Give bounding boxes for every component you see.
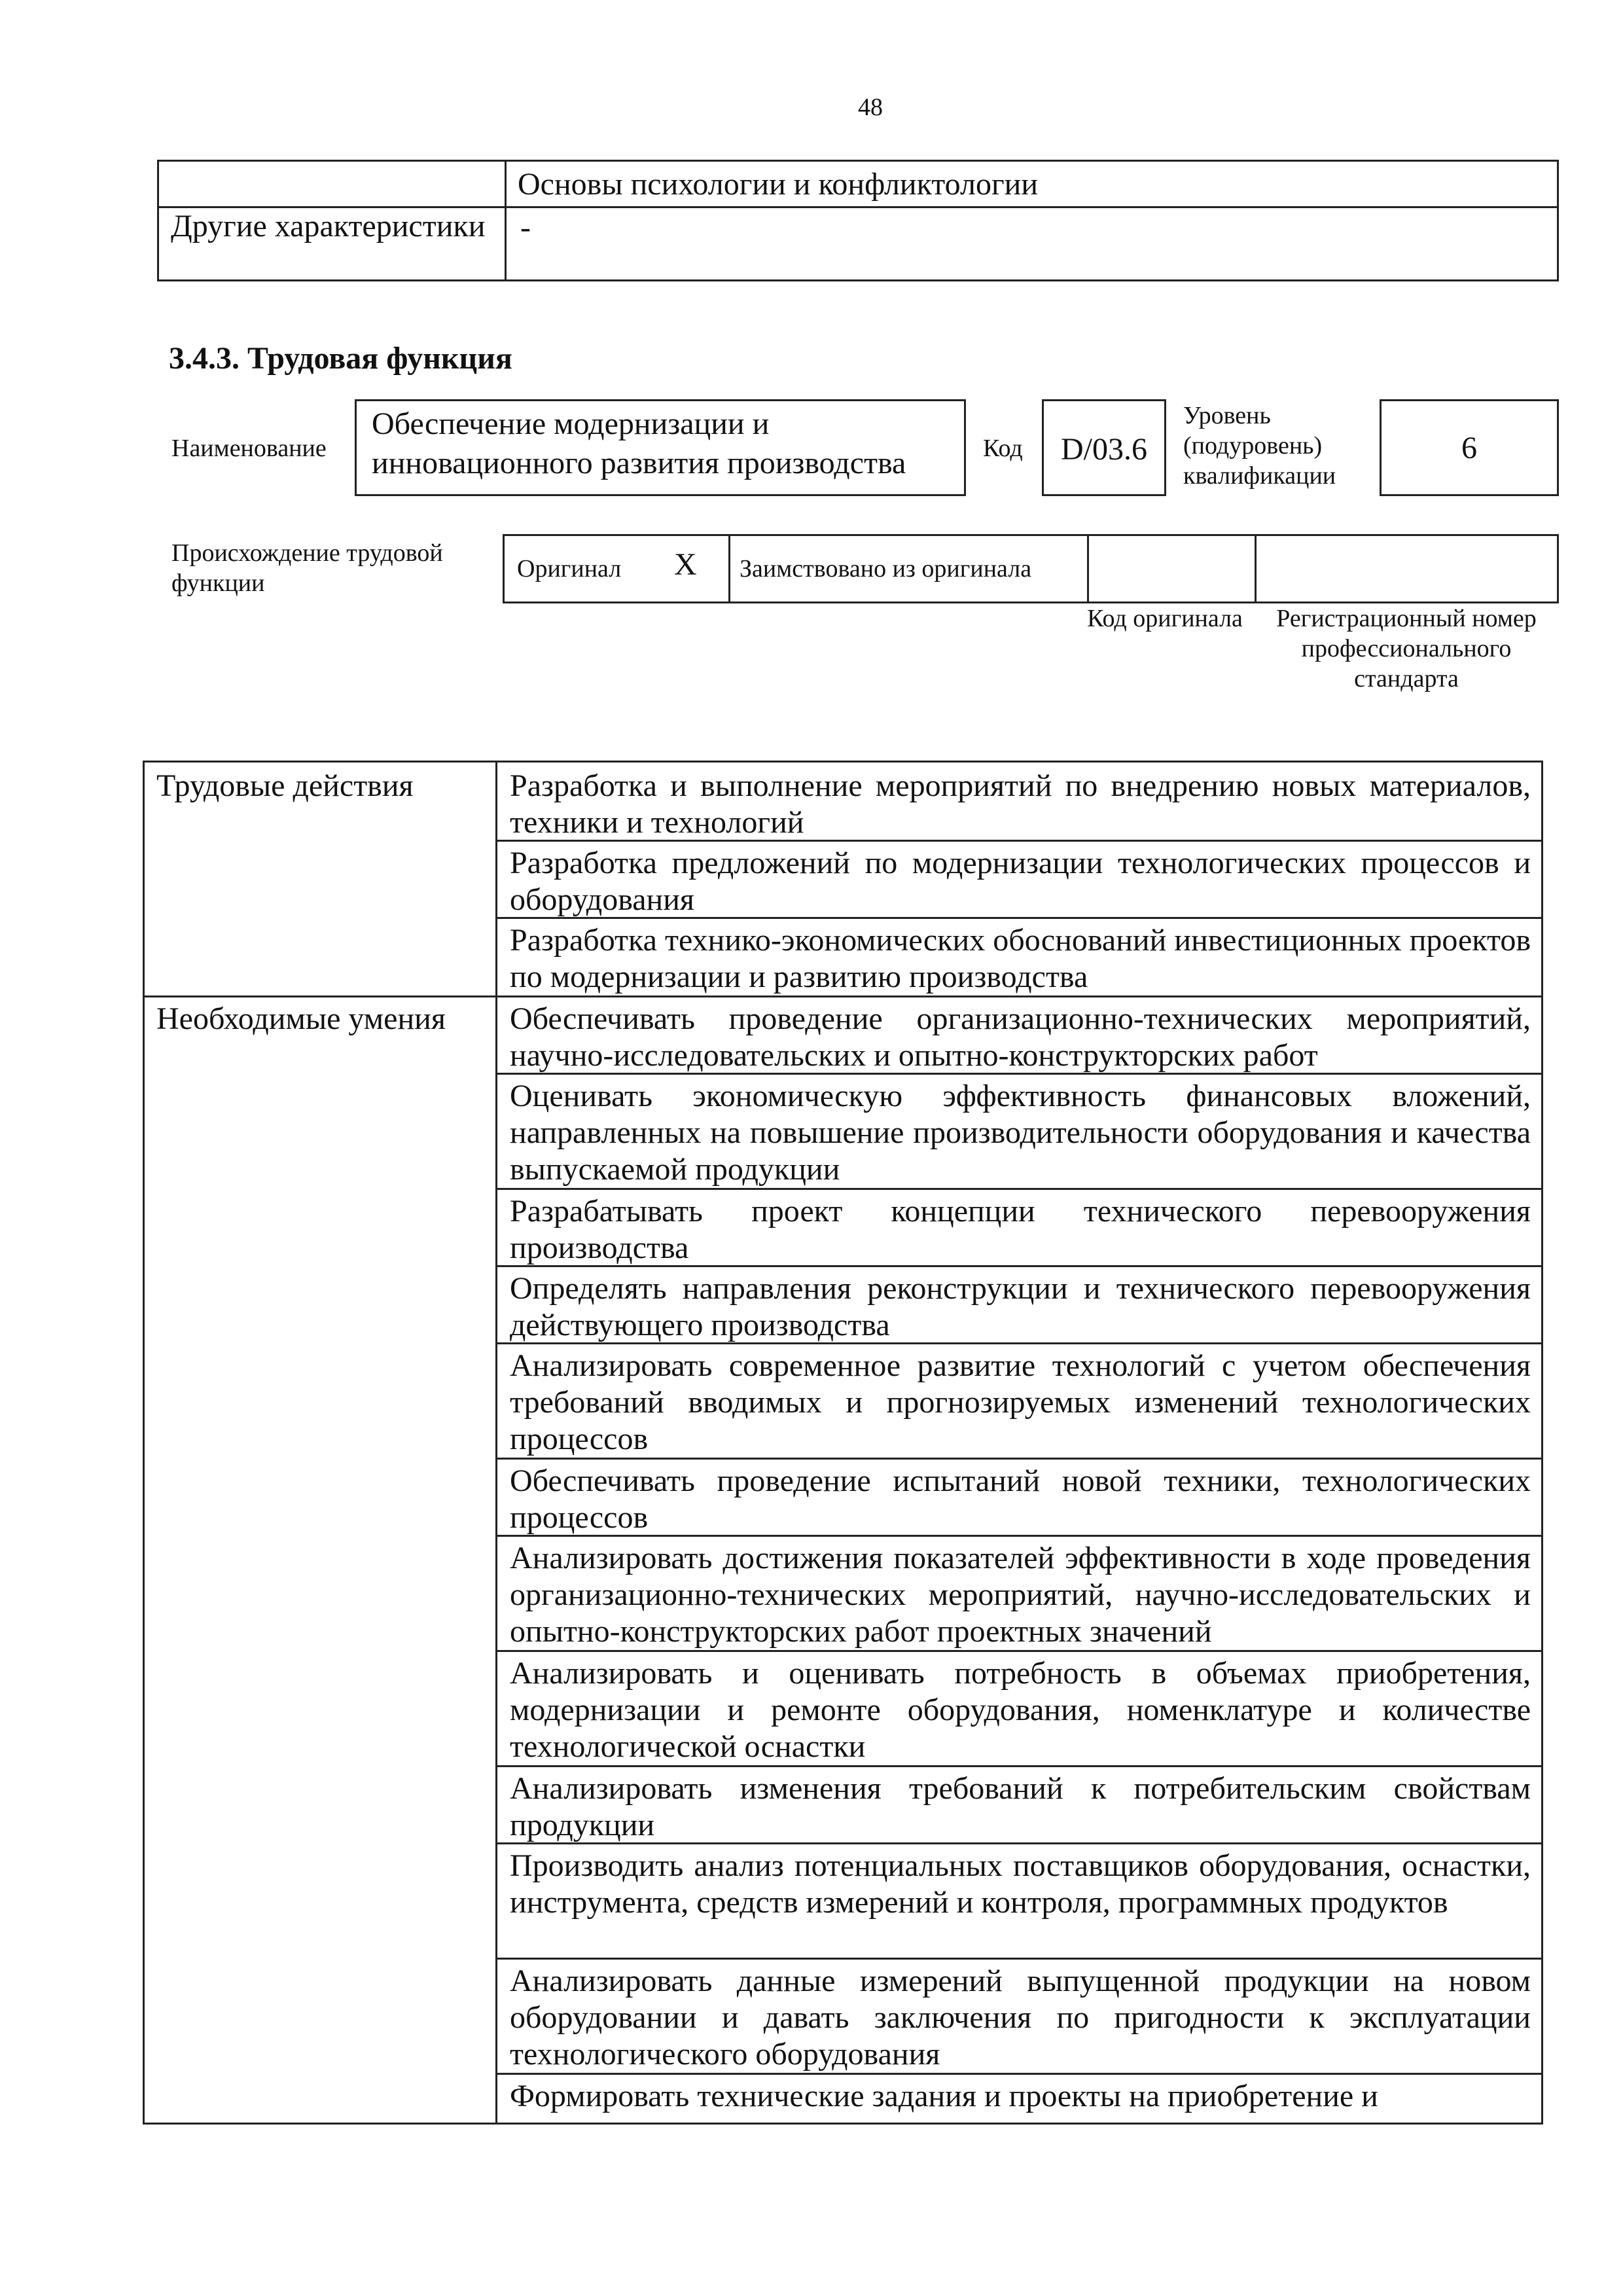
cell-divider [495,2073,1541,2075]
cell-divider [495,1342,1541,1344]
required-skill: Обеспечивать проведение организационно-технических мероприятий, научно-исследовательских и опытно-конструкторских работ [510,1001,1531,1073]
origin-original: Оригинал [517,555,622,583]
origin-divider [728,536,730,601]
required-skill: Оценивать экономическую эффективность финансовых вложений, направленных на повышение производительности оборудования и качества выпускаемой продукции [510,1079,1531,1187]
cell-divider [495,840,1541,842]
cell-divider [495,917,1541,919]
section-heading: 3.4.3. Трудовая функция [169,341,512,376]
other-characteristics-value: - [520,210,531,245]
original-code-caption: Код оригинала [1087,605,1243,632]
code-label: Код [983,435,1023,462]
cell-divider [495,1073,1541,1075]
qualification-level-value: 6 [1461,431,1477,465]
required-skill: Определять направления реконструкции и технического перевооружения действующего производства [510,1271,1531,1342]
required-skill: Разрабатывать проект концепции технического перевооружения производства [510,1194,1531,1265]
functions-table [143,761,1543,2125]
cell-divider [495,1650,1541,1652]
table-column-divider [505,162,507,279]
required-skills-label: Необходимые умения [156,1001,446,1036]
cell-divider [495,1958,1541,1960]
required-skill: Производить анализ потенциальных поставщиков оборудования, оснастки, инструмента, средств измерений и контроля, программных продуктов [510,1848,1531,1920]
origin-original-mark: X [674,547,697,582]
page-number: 48 [858,94,883,121]
continuation-table [157,160,1559,281]
cell-divider [495,1765,1541,1767]
registration-number-caption: Регистрационный номер профессионального стандарта [1276,605,1537,692]
origin-borrowed: Заимствовано из оригинала [740,555,1032,583]
labor-action: Разработка и выполнение мероприятий по внедрению новых материалов, техники и технологий [510,768,1531,840]
cell-divider [495,1842,1541,1844]
required-skill: Анализировать данные измерений выпущенной продукции на новом оборудовании и давать заключения по пригодности к эксплуатации технологического оборудования [510,1964,1531,2072]
cell-divider [495,1265,1541,1267]
qualification-level-label: Уровень (подуровень) квалификации [1183,402,1336,490]
cell-divider [495,1535,1541,1537]
name-label: Наименование [171,435,327,462]
table-column-divider [495,762,497,2125]
cell-divider [495,1188,1541,1190]
table-row-divider [159,206,1557,208]
labor-action: Разработка технико-экономических обоснований инвестиционных проектов по модернизации и развитию производства [510,923,1531,994]
origin-divider [1255,536,1257,601]
required-skill: Анализировать и оценивать потребность в объемах приобретения, модернизации и ремонте оборудования, номенклатуре и количестве технологической оснастки [510,1656,1531,1764]
required-skill: Обеспечивать проведение испытаний новой техники, технологических процессов [510,1463,1531,1535]
top-table-row1-text: Основы психологии и конфликтологии [518,167,1039,202]
required-skill: Анализировать изменения требований к потребительским свойствам продукции [510,1771,1531,1842]
table-bottom-border [145,2123,1541,2125]
required-skill: Формировать технические задания и проекты на приобретение и [510,2079,1378,2113]
other-characteristics-label: Другие характеристики [171,209,486,243]
required-skill: Анализировать современное развитие технологий с учетом обеспечения требований вводимых и прогнозируемых изменений технологических процессов [510,1348,1531,1456]
function-name: Обеспечение модернизации и инновационного развития производства [372,406,906,480]
labor-actions-label: Трудовые действия [156,768,414,803]
cell-divider [495,1458,1541,1460]
function-code: D/03.6 [1061,432,1147,467]
required-skill: Анализировать достижения показателей эффективности в ходе проведения организационно-технических мероприятий, научно-исследовательских и опытно-конструкторских работ проектных значений [510,1541,1531,1649]
origin-divider [1087,536,1089,601]
table-row-divider [145,996,1541,997]
origin-label: Происхождение трудовой функции [171,539,443,597]
labor-action: Разработка предложений по модернизации технологических процессов и оборудования [510,846,1531,917]
